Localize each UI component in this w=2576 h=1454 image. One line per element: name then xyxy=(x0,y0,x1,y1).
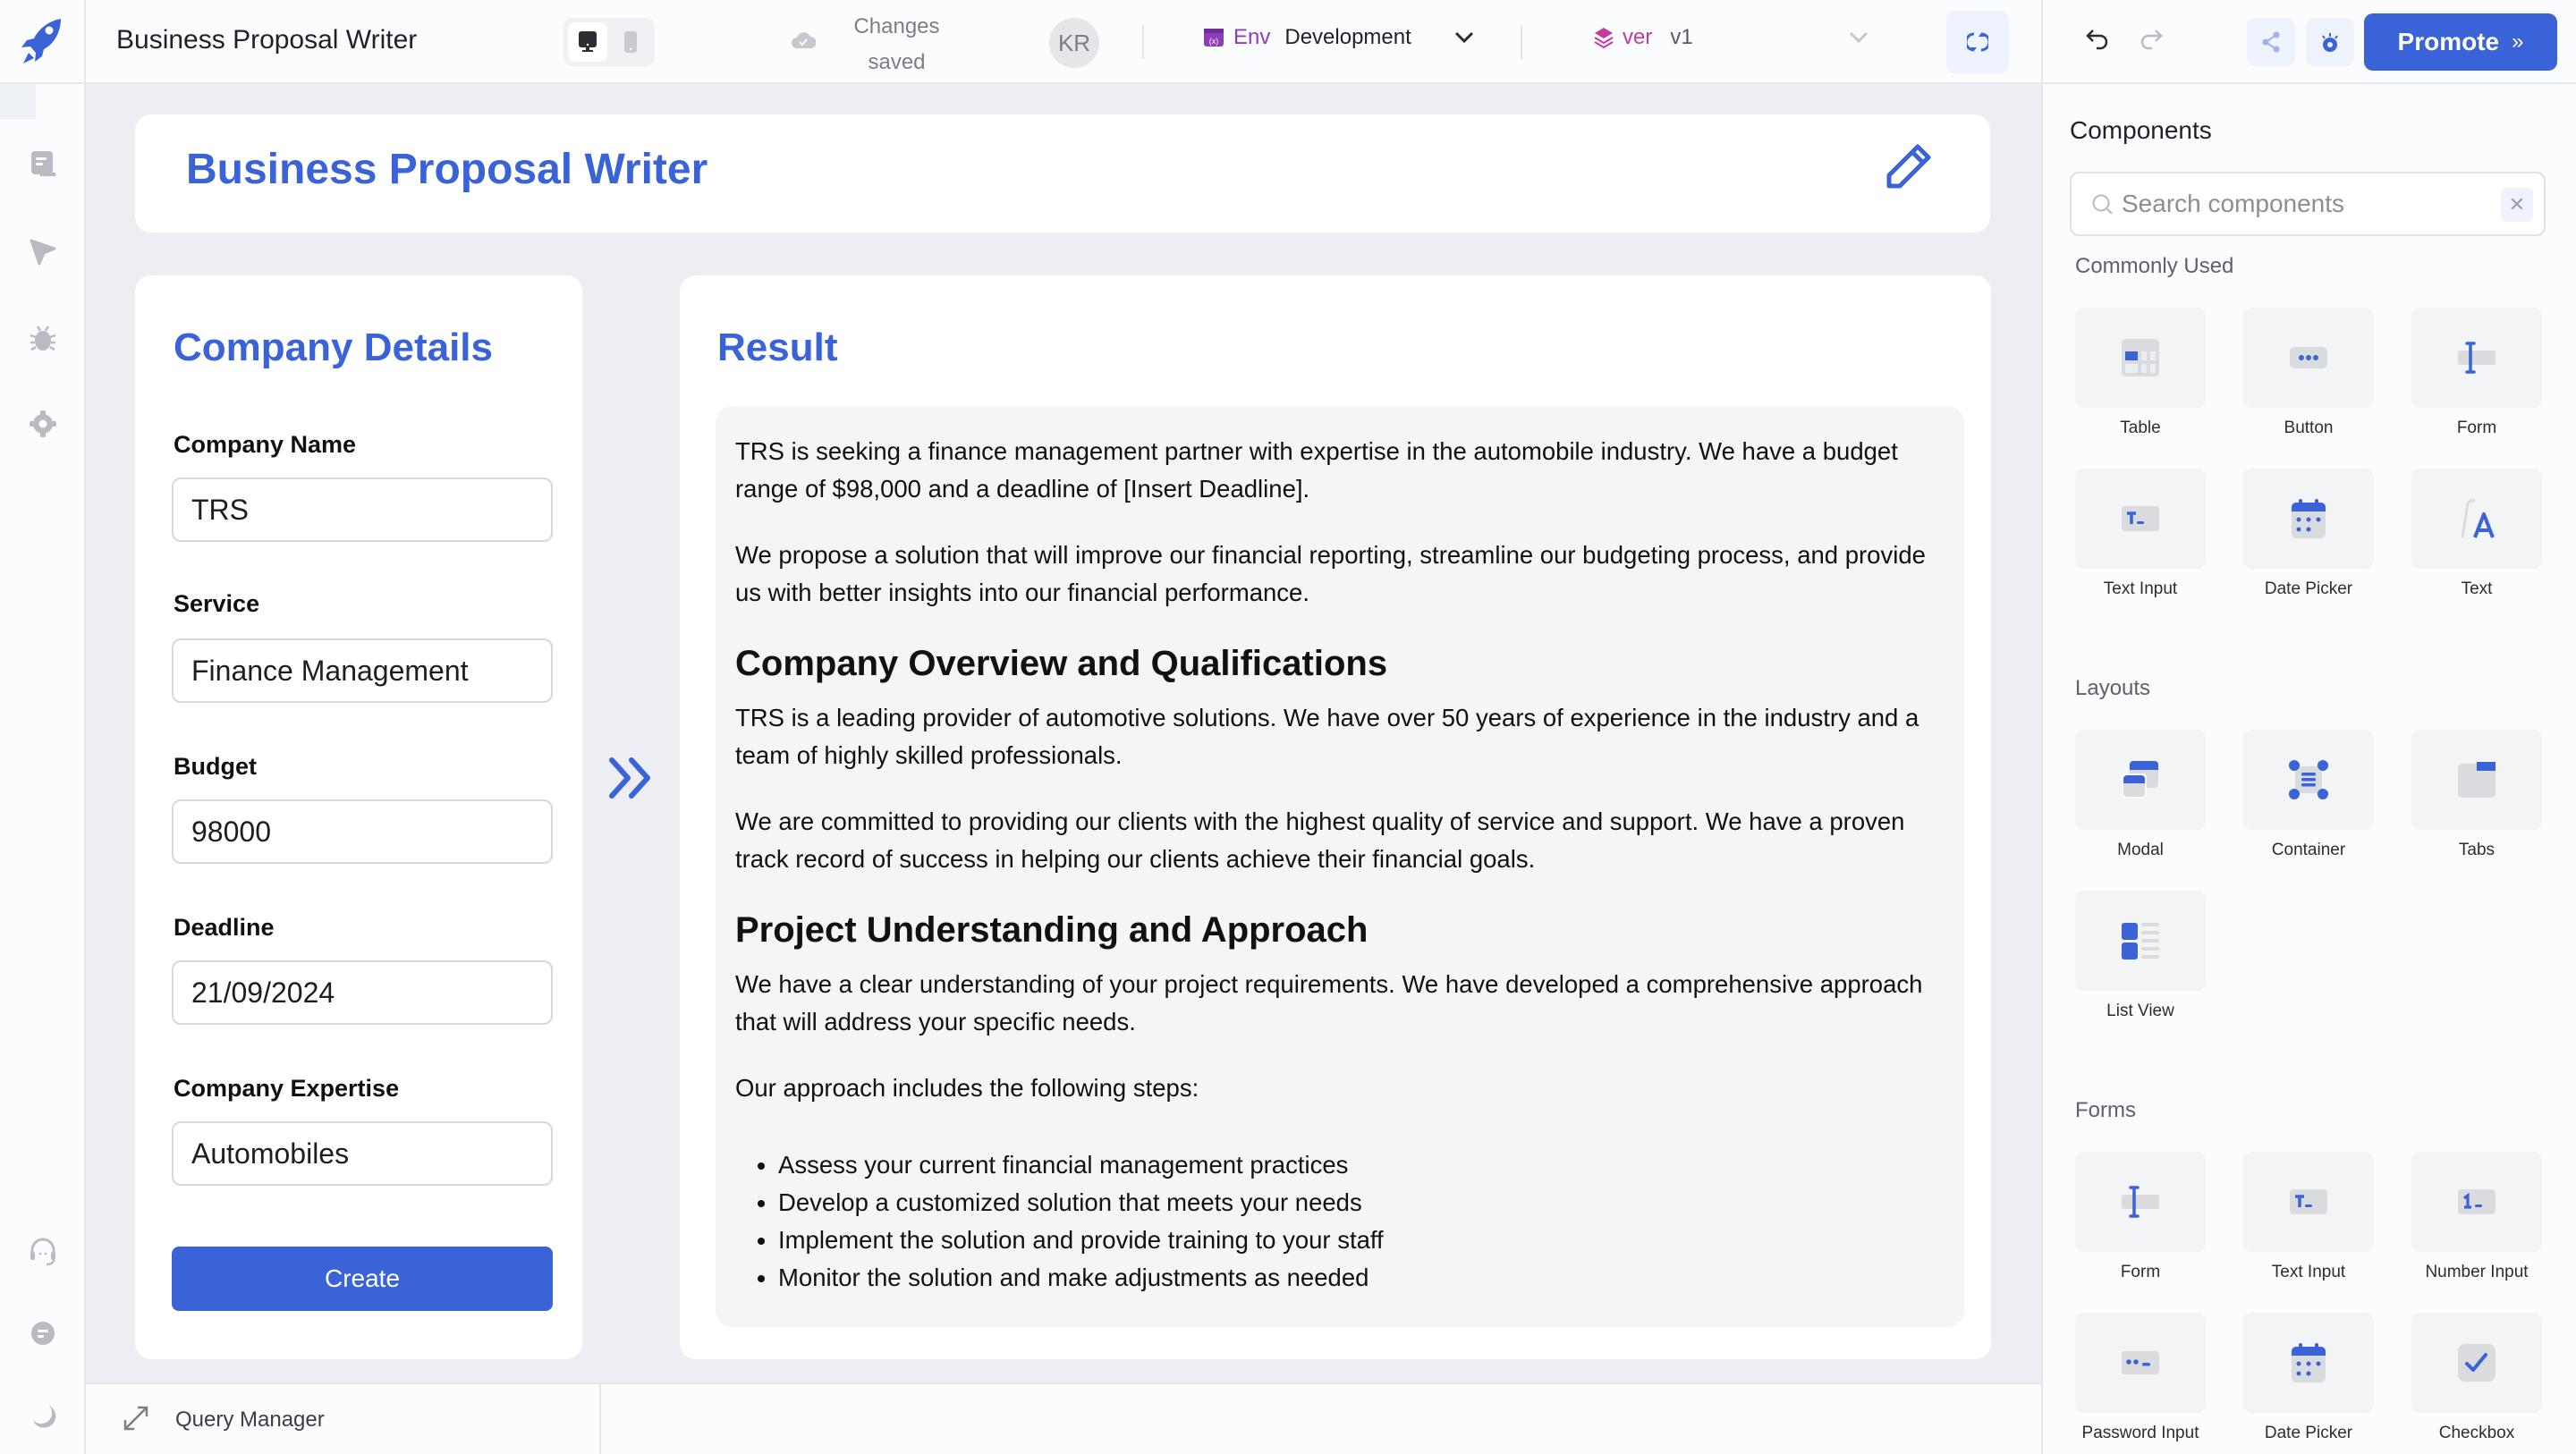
sidebar-inspector-button[interactable] xyxy=(25,234,61,270)
button-icon xyxy=(2289,346,2328,369)
version-label: ver xyxy=(1623,25,1653,49)
component-tabs[interactable] xyxy=(2411,730,2542,860)
component-label: Text Input xyxy=(2271,1263,2346,1281)
section-commonly-used: Commonly Used xyxy=(2075,254,2234,278)
share-button[interactable] xyxy=(2247,18,2295,66)
result-text xyxy=(716,406,1964,1327)
environment-variable-icon xyxy=(1203,27,1224,48)
checkbox-icon xyxy=(2457,1343,2496,1382)
sidebar-pages-button[interactable] xyxy=(25,147,61,182)
result-paragraph: Our approach includes the following steps: xyxy=(735,1074,1199,1102)
page-title: Business Proposal Writer xyxy=(186,146,708,193)
sync-icon xyxy=(1967,30,1988,54)
undo-icon xyxy=(2084,25,2111,57)
divider xyxy=(1521,25,1522,59)
sidebar-theme-toggle[interactable] xyxy=(25,1399,61,1434)
password-input-icon xyxy=(2121,1350,2160,1375)
component-number-input[interactable] xyxy=(2411,1152,2542,1282)
company-expertise-label: Company Expertise xyxy=(174,1075,400,1102)
cloud-saved-icon xyxy=(791,29,816,56)
component-form[interactable] xyxy=(2411,308,2542,438)
component-label: Date Picker xyxy=(2264,579,2353,598)
list-item: • Implement the solution and provide training to your staff xyxy=(778,1222,1945,1259)
component-button[interactable] xyxy=(2243,308,2374,438)
component-date-picker[interactable] xyxy=(2243,1313,2374,1443)
text-input-icon xyxy=(2289,1188,2328,1215)
env-label: Env xyxy=(1233,25,1271,49)
component-table[interactable] xyxy=(2075,308,2206,438)
form-title: Company Details xyxy=(174,325,493,369)
form-icon xyxy=(2457,342,2496,374)
budget-label: Budget xyxy=(174,753,257,780)
component-label: Tabs xyxy=(2458,841,2496,859)
date-picker-icon xyxy=(2291,498,2326,539)
left-sidebar xyxy=(0,84,86,1454)
chat-icon xyxy=(29,1318,57,1347)
result-paragraph: We have a clear understanding of your project requirements. We have developed a comprehensive approach that will address your specific needs. xyxy=(735,970,1923,1036)
search-input[interactable] xyxy=(2122,186,2479,222)
section-layouts: Layouts xyxy=(2075,676,2151,700)
environment-selector[interactable] xyxy=(1203,25,1411,50)
divider xyxy=(1142,25,1144,59)
version-selector[interactable] xyxy=(1592,25,1693,50)
cursor-pointer-icon xyxy=(29,238,57,266)
version-value: v1 xyxy=(1670,25,1693,49)
desktop-view-button[interactable] xyxy=(568,22,607,62)
component-container[interactable] xyxy=(2243,730,2374,860)
version-chevron-down-icon[interactable] xyxy=(1848,30,1869,49)
redo-button[interactable] xyxy=(2138,25,2165,62)
sidebar-comments-button[interactable] xyxy=(25,1315,61,1350)
top-bar xyxy=(0,0,2576,84)
share-icon xyxy=(2260,30,2282,54)
budget-input[interactable] xyxy=(172,799,553,864)
sidebar-settings-button[interactable] xyxy=(25,406,61,442)
preview-button[interactable] xyxy=(2306,18,2354,66)
query-manager-bar xyxy=(86,1382,2041,1454)
sidebar-debugger-button[interactable] xyxy=(25,320,61,356)
component-text-input[interactable] xyxy=(2243,1152,2374,1282)
component-label: Text Input xyxy=(2103,579,2178,598)
component-checkbox[interactable] xyxy=(2411,1313,2542,1443)
pages-icon xyxy=(29,149,57,180)
result-title: Result xyxy=(717,325,838,369)
component-label: Form xyxy=(2456,418,2497,437)
headset-icon xyxy=(27,1236,59,1268)
redo-icon xyxy=(2138,25,2165,57)
company-expertise-input[interactable] xyxy=(172,1121,553,1186)
sync-button[interactable] xyxy=(1946,11,2009,73)
bug-icon xyxy=(29,323,57,353)
component-label: Password Input xyxy=(2081,1424,2199,1442)
component-label: Checkbox xyxy=(2438,1424,2515,1442)
service-label: Service xyxy=(174,590,260,617)
company-details-form xyxy=(135,275,582,1359)
modal-icon xyxy=(2121,759,2160,800)
desktop-icon xyxy=(578,30,597,54)
user-avatar[interactable]: KR xyxy=(1049,18,1099,68)
tabs-icon xyxy=(2457,761,2496,799)
pencil-icon[interactable] xyxy=(1884,141,1934,196)
component-list-view[interactable] xyxy=(2075,891,2206,1021)
sidebar-support-button[interactable] xyxy=(25,1234,61,1270)
component-label: Modal xyxy=(2117,841,2164,859)
moon-icon xyxy=(30,1402,56,1431)
component-label: Number Input xyxy=(2425,1263,2529,1281)
component-label: Form xyxy=(2120,1263,2161,1281)
result-container xyxy=(680,275,1991,1359)
component-text[interactable] xyxy=(2411,469,2542,599)
header-container xyxy=(135,114,1990,232)
list-view-icon xyxy=(2121,921,2160,960)
clear-search-button[interactable] xyxy=(2501,188,2533,222)
component-date-picker[interactable] xyxy=(2243,469,2374,599)
section-forms: Forms xyxy=(2075,1098,2136,1122)
create-button[interactable]: Create xyxy=(172,1247,553,1311)
divider xyxy=(599,1384,601,1454)
container-icon xyxy=(2288,759,2329,800)
search-icon xyxy=(2091,193,2114,221)
gear-icon xyxy=(29,410,57,438)
text-input-icon xyxy=(2121,505,2160,532)
svg-text:(x): (x) xyxy=(1208,37,1219,46)
components-title: Components xyxy=(2070,116,2212,144)
result-heading: Company Overview and Qualifications xyxy=(735,644,1388,683)
company-name-input[interactable] xyxy=(172,478,553,542)
double-chevron-right-icon xyxy=(606,753,657,807)
component-form[interactable] xyxy=(2075,1152,2206,1282)
result-paragraph: TRS is seeking a finance management partner with expertise in the automobile industry. We have a budget range of $98,000 and a deadline of [Insert Deadline]. xyxy=(735,437,1898,503)
number-input-icon xyxy=(2457,1188,2496,1215)
company-name-label: Company Name xyxy=(174,431,357,458)
logo[interactable] xyxy=(0,0,86,83)
component-label: Container xyxy=(2271,841,2346,859)
component-text-input[interactable] xyxy=(2075,469,2206,599)
undo-button[interactable] xyxy=(2084,25,2111,62)
component-search xyxy=(2070,172,2546,236)
date-picker-icon xyxy=(2291,1342,2326,1383)
env-value: Development xyxy=(1284,25,1411,49)
component-label: Button xyxy=(2284,418,2334,437)
query-manager-label[interactable]: Query Manager xyxy=(175,1408,325,1432)
app-title: Business Proposal Writer xyxy=(116,25,418,55)
result-paragraph: We propose a solution that will improve our financial reporting, streamline our budgeting process, and provide us with better insights into our financial performance. xyxy=(735,541,1926,606)
deadline-label: Deadline xyxy=(174,914,275,941)
deadline-input[interactable] xyxy=(172,960,553,1025)
list-item: • Develop a customized solution that meets your needs xyxy=(778,1184,1945,1222)
text-icon xyxy=(2457,498,2496,539)
service-input[interactable] xyxy=(172,638,553,703)
promote-label: Promote xyxy=(2397,28,2500,55)
component-label: Text xyxy=(2461,579,2493,598)
component-password-input[interactable] xyxy=(2075,1313,2206,1443)
env-chevron-down-icon[interactable] xyxy=(1453,30,1475,49)
result-paragraph: We are committed to providing our clients with the highest quality of service and support. We have a proven track record of success in helping our clients achieve their financial goals. xyxy=(735,807,1905,873)
close-icon: ✕ xyxy=(2508,193,2526,216)
mobile-icon xyxy=(623,30,638,54)
result-paragraph: TRS is a leading provider of automotive solutions. We have over 50 years of experience in the industry and a team of highly skilled professionals. xyxy=(735,704,1919,769)
promote-button[interactable] xyxy=(2364,13,2557,71)
device-toggle xyxy=(564,18,655,66)
double-chevron-right-icon: » xyxy=(2512,30,2524,54)
expand-icon[interactable] xyxy=(122,1404,150,1437)
eye-icon xyxy=(2320,30,2340,54)
result-heading: Project Understanding and Approach xyxy=(735,910,1368,950)
table-icon xyxy=(2121,338,2160,377)
component-modal[interactable] xyxy=(2075,730,2206,860)
layers-icon xyxy=(1592,26,1615,49)
list-item: • Assess your current financial management practices xyxy=(778,1146,1945,1184)
list-item: • Monitor the solution and make adjustments as needed xyxy=(778,1259,1945,1297)
component-label: List View xyxy=(2106,1002,2174,1020)
save-status: Changes saved xyxy=(853,14,940,74)
mobile-view-button[interactable] xyxy=(611,22,650,62)
form-icon xyxy=(2121,1186,2160,1218)
components-panel xyxy=(2043,84,2576,1454)
rocket-logo-icon xyxy=(20,17,64,65)
steps-list xyxy=(735,1146,1945,1297)
component-label: Date Picker xyxy=(2264,1424,2353,1442)
active-indicator xyxy=(0,84,36,120)
component-label: Table xyxy=(2120,418,2161,437)
